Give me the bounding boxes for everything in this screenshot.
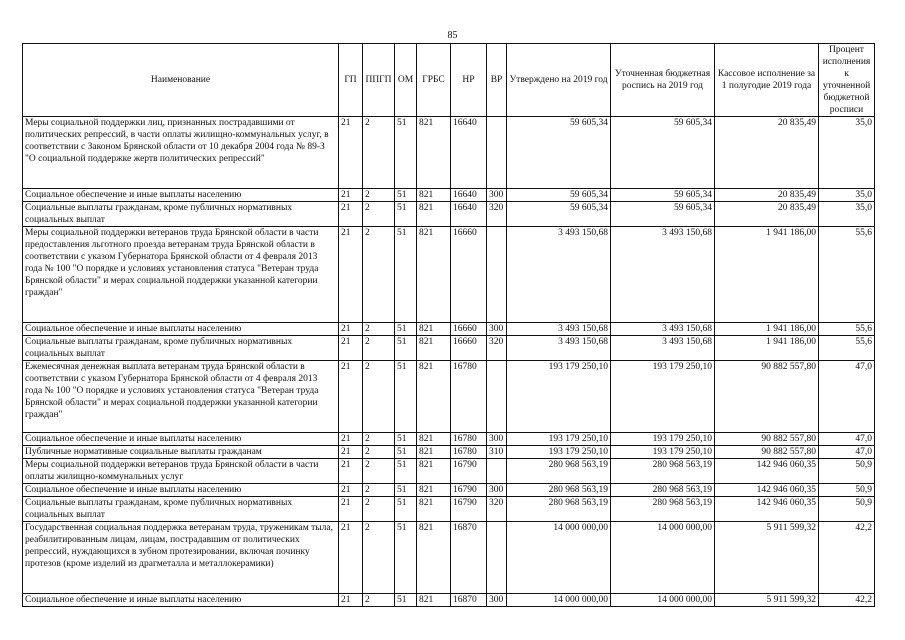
col-header-om: ОМ — [395, 44, 417, 117]
table-cell-percent: 35,0 — [819, 189, 875, 202]
table-cell-vr: 300 — [487, 484, 507, 497]
table-cell-nr: 16870 — [451, 594, 487, 607]
table-cell-name: Социальные выплаты гражданам, кроме публичных нормативных социальных выплат — [23, 336, 339, 361]
table-cell-ppgp: 2 — [363, 459, 395, 484]
table-cell-approved: 59 605,34 — [507, 189, 611, 202]
table-cell-name: Меры социальной поддержки ветеранов труда Брянской области в части оплаты жилищно-коммунальных услуг — [23, 459, 339, 484]
table-cell-vr — [487, 117, 507, 189]
table-cell-gp: 21 — [339, 189, 363, 202]
table-cell-name: Социальное обеспечение и иные выплаты населению — [23, 323, 339, 336]
table-cell-approved: 59 605,34 — [507, 202, 611, 227]
table-cell-refined: 59 605,34 — [611, 202, 715, 227]
table-cell-grbs: 821 — [417, 117, 451, 189]
table-cell-gp: 21 — [339, 202, 363, 227]
col-header-ppgp: ППГП — [363, 44, 395, 117]
table-cell-percent: 35,0 — [819, 117, 875, 189]
table-cell-ppgp: 2 — [363, 497, 395, 522]
table-cell-om: 51 — [395, 522, 417, 594]
table-cell-cash: 5 911 599,32 — [715, 594, 819, 607]
table-cell-vr: 300 — [487, 323, 507, 336]
table-cell-nr: 16640 — [451, 189, 487, 202]
table-cell-name: Меры социальной поддержки ветеранов труда Брянской области в части предоставления льготного проезда ветеранам труда Брянской области в соответствии с указом Губернатора Брянской области от 4 февраля 2013 года № 100 "О порядке и условиях установления статуса "Ветеран труда Брянской области" и мерах социальной поддержки указанной категории граждан" — [23, 227, 339, 323]
table-cell-approved: 14 000 000,00 — [507, 594, 611, 607]
table-cell-percent: 47,0 — [819, 361, 875, 433]
table-row — [23, 522, 875, 594]
table-cell-vr — [487, 522, 507, 594]
table-cell-grbs: 821 — [417, 336, 451, 361]
table-cell-cash: 1 941 186,00 — [715, 227, 819, 323]
table-cell-percent: 50,9 — [819, 484, 875, 497]
table-cell-percent: 47,0 — [819, 433, 875, 446]
budget-table — [22, 43, 875, 607]
table-row — [23, 189, 875, 202]
table-cell-gp: 21 — [339, 497, 363, 522]
col-header-gp: ГП — [339, 44, 363, 117]
col-header-refined: Уточненная бюджетная роспись на 2019 год — [611, 44, 715, 117]
table-cell-ppgp: 2 — [363, 361, 395, 433]
table-cell-vr: 320 — [487, 497, 507, 522]
table-cell-om: 51 — [395, 227, 417, 323]
table-cell-percent: 55,6 — [819, 336, 875, 361]
table-cell-cash: 90 882 557,80 — [715, 361, 819, 433]
col-header-vr: ВР — [487, 44, 507, 117]
table-cell-cash: 1 941 186,00 — [715, 336, 819, 361]
table-row — [23, 433, 875, 446]
table-body — [23, 117, 875, 607]
table-cell-om: 51 — [395, 459, 417, 484]
table-cell-approved: 3 493 150,68 — [507, 227, 611, 323]
table-cell-approved: 280 968 563,19 — [507, 484, 611, 497]
table-cell-gp: 21 — [339, 446, 363, 459]
table-cell-percent: 35,0 — [819, 202, 875, 227]
col-header-name: Наименование — [23, 44, 339, 117]
table-cell-grbs: 821 — [417, 484, 451, 497]
table-row — [23, 227, 875, 323]
table-cell-refined: 59 605,34 — [611, 189, 715, 202]
table-cell-gp: 21 — [339, 117, 363, 189]
table-cell-nr: 16790 — [451, 497, 487, 522]
table-cell-nr: 16660 — [451, 227, 487, 323]
table-cell-gp: 21 — [339, 484, 363, 497]
col-header-percent: Процент исполнения к уточненной бюджетной росписи — [819, 44, 875, 117]
table-cell-om: 51 — [395, 336, 417, 361]
table-cell-refined: 280 968 563,19 — [611, 497, 715, 522]
table-cell-refined: 3 493 150,68 — [611, 323, 715, 336]
table-cell-nr: 16780 — [451, 433, 487, 446]
table-cell-grbs: 821 — [417, 227, 451, 323]
table-cell-ppgp: 2 — [363, 189, 395, 202]
table-cell-nr: 16640 — [451, 117, 487, 189]
table-cell-gp: 21 — [339, 227, 363, 323]
table-cell-grbs: 821 — [417, 459, 451, 484]
table-row — [23, 202, 875, 227]
table-row — [23, 336, 875, 361]
table-cell-approved: 193 179 250,10 — [507, 446, 611, 459]
table-cell-om: 51 — [395, 484, 417, 497]
table-cell-percent: 55,6 — [819, 323, 875, 336]
table-cell-percent: 50,9 — [819, 497, 875, 522]
table-cell-vr: 300 — [487, 433, 507, 446]
table-cell-vr: 320 — [487, 336, 507, 361]
table-cell-ppgp: 2 — [363, 202, 395, 227]
table-cell-ppgp: 2 — [363, 336, 395, 361]
table-cell-cash: 142 946 060,35 — [715, 459, 819, 484]
table-cell-gp: 21 — [339, 361, 363, 433]
table-cell-cash: 1 941 186,00 — [715, 323, 819, 336]
table-cell-cash: 90 882 557,80 — [715, 446, 819, 459]
table-cell-refined: 14 000 000,00 — [611, 594, 715, 607]
table-cell-ppgp: 2 — [363, 227, 395, 323]
col-header-grbs: ГРБС — [417, 44, 451, 117]
table-cell-grbs: 821 — [417, 189, 451, 202]
table-cell-approved: 3 493 150,68 — [507, 336, 611, 361]
table-cell-grbs: 821 — [417, 433, 451, 446]
table-cell-nr: 16660 — [451, 323, 487, 336]
table-cell-refined: 3 493 150,68 — [611, 227, 715, 323]
table-cell-percent: 42,2 — [819, 594, 875, 607]
table-row — [23, 361, 875, 433]
table-cell-grbs: 821 — [417, 202, 451, 227]
table-cell-om: 51 — [395, 497, 417, 522]
page-number: 85 — [447, 30, 458, 41]
table-cell-cash: 20 835,49 — [715, 202, 819, 227]
table-cell-approved: 280 968 563,19 — [507, 459, 611, 484]
table-cell-vr: 320 — [487, 202, 507, 227]
table-cell-vr: 310 — [487, 446, 507, 459]
table-cell-ppgp: 2 — [363, 323, 395, 336]
header-row — [23, 44, 875, 117]
table-cell-name: Государственная социальная поддержка ветеранам труда, труженикам тыла, реабилитированным лицам, лицам, пострадавшим от политических репрессий, нуждающихся в зубном протезировании, включая починку протезов (кроме изделий из драгметалла и металлокерамики) — [23, 522, 339, 594]
table-cell-gp: 21 — [339, 323, 363, 336]
table-cell-ppgp: 2 — [363, 446, 395, 459]
table-cell-approved: 193 179 250,10 — [507, 433, 611, 446]
table-cell-nr: 16660 — [451, 336, 487, 361]
table-cell-grbs: 821 — [417, 594, 451, 607]
table-cell-vr: 300 — [487, 189, 507, 202]
table-cell-gp: 21 — [339, 336, 363, 361]
table-cell-nr: 16780 — [451, 446, 487, 459]
table-cell-nr: 16640 — [451, 202, 487, 227]
table-cell-name: Меры социальной поддержки лиц, признанных пострадавшими от политических репрессий, в части оплаты жилищно-коммунальных услуг, в соответствии с Законом Брянской области от 10 декабря 2004 года № 89-З "О социальной поддержке жертв политических репрессий" — [23, 117, 339, 189]
table-cell-name: Социальное обеспечение и иные выплаты населению — [23, 594, 339, 607]
table-cell-vr: 300 — [487, 594, 507, 607]
table-cell-nr: 16780 — [451, 361, 487, 433]
table-cell-name: Социальное обеспечение и иные выплаты населению — [23, 189, 339, 202]
table-row — [23, 323, 875, 336]
table-cell-name: Социальные выплаты гражданам, кроме публичных нормативных социальных выплат — [23, 202, 339, 227]
table-row — [23, 484, 875, 497]
table-cell-om: 51 — [395, 446, 417, 459]
table-cell-percent: 42,2 — [819, 522, 875, 594]
table-cell-name: Социальное обеспечение и иные выплаты населению — [23, 484, 339, 497]
table-cell-om: 51 — [395, 202, 417, 227]
table-cell-refined: 193 179 250,10 — [611, 446, 715, 459]
table-cell-gp: 21 — [339, 433, 363, 446]
table-cell-percent: 50,9 — [819, 459, 875, 484]
table-cell-approved: 3 493 150,68 — [507, 323, 611, 336]
table-row — [23, 594, 875, 607]
col-header-approved: Утверждено на 2019 год — [507, 44, 611, 117]
table-cell-gp: 21 — [339, 459, 363, 484]
table-cell-grbs: 821 — [417, 361, 451, 433]
table-row — [23, 459, 875, 484]
table-cell-cash: 142 946 060,35 — [715, 497, 819, 522]
table-cell-cash: 20 835,49 — [715, 189, 819, 202]
table-cell-om: 51 — [395, 433, 417, 446]
table-cell-refined: 14 000 000,00 — [611, 522, 715, 594]
table-cell-grbs: 821 — [417, 522, 451, 594]
table-cell-om: 51 — [395, 323, 417, 336]
table-cell-gp: 21 — [339, 522, 363, 594]
table-cell-om: 51 — [395, 594, 417, 607]
table-cell-approved: 193 179 250,10 — [507, 361, 611, 433]
table-cell-name: Публичные нормативные социальные выплаты гражданам — [23, 446, 339, 459]
table-cell-nr: 16790 — [451, 459, 487, 484]
table-cell-refined: 3 493 150,68 — [611, 336, 715, 361]
table-cell-cash: 5 911 599,32 — [715, 522, 819, 594]
table-cell-vr — [487, 459, 507, 484]
table-cell-refined: 280 968 563,19 — [611, 459, 715, 484]
col-header-cash: Кассовое исполнение за 1 полугодие 2019 года — [715, 44, 819, 117]
table-row — [23, 446, 875, 459]
table-cell-nr: 16870 — [451, 522, 487, 594]
table-cell-nr: 16790 — [451, 484, 487, 497]
table-cell-refined: 193 179 250,10 — [611, 361, 715, 433]
table-cell-ppgp: 2 — [363, 117, 395, 189]
table-cell-refined: 193 179 250,10 — [611, 433, 715, 446]
table-row — [23, 497, 875, 522]
table-cell-cash: 20 835,49 — [715, 117, 819, 189]
table-cell-om: 51 — [395, 117, 417, 189]
table-cell-cash: 142 946 060,35 — [715, 484, 819, 497]
table-cell-ppgp: 2 — [363, 484, 395, 497]
table-cell-refined: 280 968 563,19 — [611, 484, 715, 497]
table-cell-gp: 21 — [339, 594, 363, 607]
table-row — [23, 117, 875, 189]
table-cell-om: 51 — [395, 189, 417, 202]
table-cell-percent: 47,0 — [819, 446, 875, 459]
col-header-nr: НР — [451, 44, 487, 117]
table-cell-grbs: 821 — [417, 497, 451, 522]
table-cell-grbs: 821 — [417, 323, 451, 336]
table-cell-cash: 90 882 557,80 — [715, 433, 819, 446]
table-cell-vr — [487, 361, 507, 433]
table-cell-approved: 280 968 563,19 — [507, 497, 611, 522]
table-cell-grbs: 821 — [417, 446, 451, 459]
table-cell-ppgp: 2 — [363, 522, 395, 594]
table-cell-name: Социальное обеспечение и иные выплаты населению — [23, 433, 339, 446]
table-cell-ppgp: 2 — [363, 594, 395, 607]
table-cell-percent: 55,6 — [819, 227, 875, 323]
table-cell-ppgp: 2 — [363, 433, 395, 446]
table-cell-om: 51 — [395, 361, 417, 433]
table-cell-name: Социальные выплаты гражданам, кроме публичных нормативных социальных выплат — [23, 497, 339, 522]
table-cell-approved: 14 000 000,00 — [507, 522, 611, 594]
table-cell-approved: 59 605,34 — [507, 117, 611, 189]
table-cell-name: Ежемесячная денежная выплата ветеранам труда Брянской области в соответствии с указом Губернатора Брянской области от 4 февраля 2013 года № 100 "О порядке и условиях установления статуса "Ветеран труда Брянской области" и мерах социальной поддержки указанной категории граждан" — [23, 361, 339, 433]
table-cell-vr — [487, 227, 507, 323]
table-cell-refined: 59 605,34 — [611, 117, 715, 189]
